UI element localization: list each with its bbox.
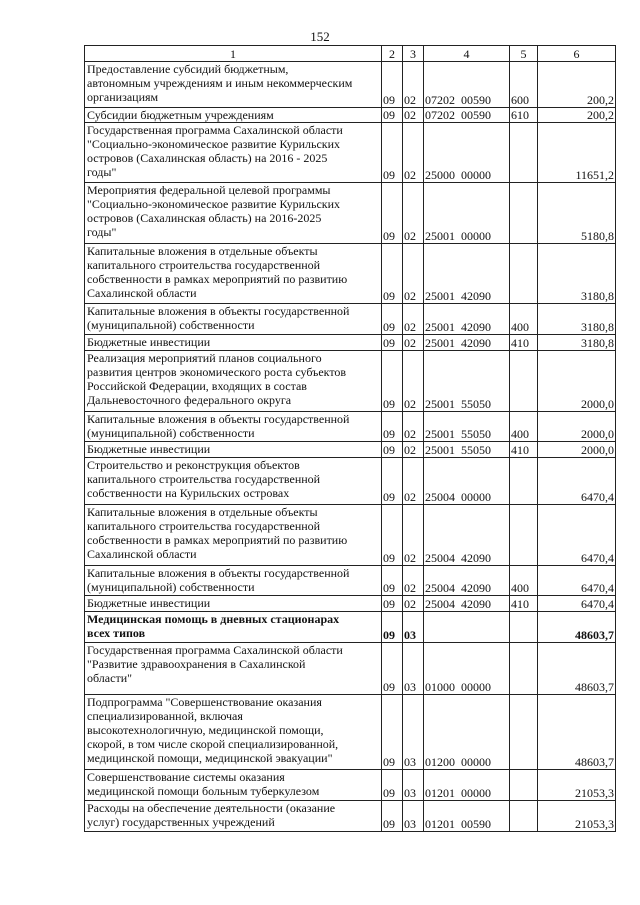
header-col-2: 2 bbox=[382, 46, 403, 62]
table-row bbox=[85, 62, 616, 108]
row-expense-type bbox=[510, 643, 538, 695]
row-name: Субсидии бюджетным учреждениям bbox=[85, 108, 382, 123]
row-name: Капитальные вложения в объекты государственной (муниципальной) собственности bbox=[85, 566, 382, 596]
row-section: 09 bbox=[382, 62, 403, 108]
row-section: 09 bbox=[382, 801, 403, 832]
row-target-code: 07202 00590 bbox=[424, 108, 510, 123]
table-row bbox=[85, 695, 616, 770]
header-col-3: 3 bbox=[403, 46, 424, 62]
row-amount: 21053,3 bbox=[538, 801, 616, 832]
row-amount: 48603,7 bbox=[538, 612, 616, 643]
row-name: Подпрограмма "Совершенствование оказания специализированной, включая высокотехнологичную, медицинской помощи, скорой, в том числе скорой специализированной, медицинской помощи, медицинской эвакуации" bbox=[85, 695, 382, 770]
row-subsection: 02 bbox=[403, 335, 424, 351]
row-amount: 2000,0 bbox=[538, 351, 616, 412]
table-row bbox=[85, 335, 616, 351]
page-number: 152 bbox=[310, 29, 330, 44]
row-section: 09 bbox=[382, 566, 403, 596]
row-expense-type bbox=[510, 183, 538, 244]
table-row bbox=[85, 596, 616, 612]
table-row bbox=[85, 351, 616, 412]
row-subsection: 02 bbox=[403, 62, 424, 108]
row-amount: 11651,2 bbox=[538, 123, 616, 183]
row-amount: 48603,7 bbox=[538, 695, 616, 770]
row-section: 09 bbox=[382, 612, 403, 643]
row-target-code: 25001 55050 bbox=[424, 442, 510, 458]
row-section: 09 bbox=[382, 505, 403, 566]
row-expense-type: 400 bbox=[510, 566, 538, 596]
row-target-code: 25004 42090 bbox=[424, 566, 510, 596]
row-subsection: 03 bbox=[403, 612, 424, 643]
row-name: Капитальные вложения в объекты государственной (муниципальной) собственности bbox=[85, 304, 382, 335]
row-target-code: 07202 00590 bbox=[424, 62, 510, 108]
row-amount: 3180,8 bbox=[538, 244, 616, 304]
row-target-code: 25000 00000 bbox=[424, 123, 510, 183]
row-expense-type bbox=[510, 351, 538, 412]
row-subsection: 02 bbox=[403, 566, 424, 596]
row-amount: 200,2 bbox=[538, 108, 616, 123]
row-target-code: 01201 00590 bbox=[424, 801, 510, 832]
row-section: 09 bbox=[382, 304, 403, 335]
row-expense-type bbox=[510, 458, 538, 505]
row-subsection: 02 bbox=[403, 412, 424, 442]
table-body bbox=[85, 62, 616, 832]
row-section: 09 bbox=[382, 596, 403, 612]
row-name: Совершенствование системы оказания медицинской помощи больным туберкулезом bbox=[85, 770, 382, 801]
row-section: 09 bbox=[382, 770, 403, 801]
row-amount: 5180,8 bbox=[538, 183, 616, 244]
table-row bbox=[85, 458, 616, 505]
table-row bbox=[85, 412, 616, 442]
row-name: Предоставление субсидий бюджетным, автономным учреждениям и иным некоммерческим организациям bbox=[85, 62, 382, 108]
row-target-code: 25001 42090 bbox=[424, 244, 510, 304]
budget-table bbox=[84, 45, 616, 832]
row-section: 09 bbox=[382, 108, 403, 123]
row-section: 09 bbox=[382, 643, 403, 695]
header-col-1: 1 bbox=[85, 46, 382, 62]
row-amount: 3180,8 bbox=[538, 304, 616, 335]
row-expense-type: 400 bbox=[510, 304, 538, 335]
row-subsection: 02 bbox=[403, 183, 424, 244]
row-name: Строительство и реконструкция объектов капитального строительства государственной собственности на Курильских островах bbox=[85, 458, 382, 505]
row-name: Капитальные вложения в отдельные объекты капитального строительства государственной собственности в рамках мероприятий по развитию Сахалинской области bbox=[85, 505, 382, 566]
row-subsection: 03 bbox=[403, 643, 424, 695]
row-target-code: 25001 00000 bbox=[424, 183, 510, 244]
table-row bbox=[85, 244, 616, 304]
row-name: Государственная программа Сахалинской области "Социально-экономическое развитие Курильских островов (Сахалинская область) на 2016 - 2025 годы" bbox=[85, 123, 382, 183]
row-expense-type: 400 bbox=[510, 412, 538, 442]
row-expense-type bbox=[510, 695, 538, 770]
table-header-row bbox=[85, 46, 616, 62]
table-row bbox=[85, 612, 616, 643]
row-section: 09 bbox=[382, 244, 403, 304]
row-subsection: 02 bbox=[403, 458, 424, 505]
row-section: 09 bbox=[382, 183, 403, 244]
row-expense-type bbox=[510, 123, 538, 183]
table-row bbox=[85, 643, 616, 695]
header-col-6: 6 bbox=[538, 46, 616, 62]
row-subsection: 02 bbox=[403, 123, 424, 183]
row-target-code: 25004 00000 bbox=[424, 458, 510, 505]
row-expense-type: 410 bbox=[510, 335, 538, 351]
row-section: 09 bbox=[382, 335, 403, 351]
table-row bbox=[85, 108, 616, 123]
row-subsection: 02 bbox=[403, 505, 424, 566]
header-col-4: 4 bbox=[424, 46, 510, 62]
row-amount: 2000,0 bbox=[538, 412, 616, 442]
row-target-code bbox=[424, 612, 510, 643]
row-name: Мероприятия федеральной целевой программы "Социально-экономическое развитие Курильских островов (Сахалинская область) на 2016-2025 годы" bbox=[85, 183, 382, 244]
row-target-code: 25001 55050 bbox=[424, 412, 510, 442]
table-row bbox=[85, 801, 616, 832]
table-row bbox=[85, 183, 616, 244]
row-subsection: 03 bbox=[403, 801, 424, 832]
row-subsection: 03 bbox=[403, 695, 424, 770]
row-amount: 6470,4 bbox=[538, 458, 616, 505]
header-col-5: 5 bbox=[510, 46, 538, 62]
table-row bbox=[85, 442, 616, 458]
row-name: Государственная программа Сахалинской области "Развитие здравоохранения в Сахалинской области" bbox=[85, 643, 382, 695]
table-row bbox=[85, 770, 616, 801]
row-amount: 200,2 bbox=[538, 62, 616, 108]
row-target-code: 01201 00000 bbox=[424, 770, 510, 801]
row-amount: 21053,3 bbox=[538, 770, 616, 801]
row-name: Капитальные вложения в объекты государственной (муниципальной) собственности bbox=[85, 412, 382, 442]
row-amount: 48603,7 bbox=[538, 643, 616, 695]
row-expense-type bbox=[510, 801, 538, 832]
row-expense-type bbox=[510, 770, 538, 801]
table-row bbox=[85, 505, 616, 566]
row-amount: 3180,8 bbox=[538, 335, 616, 351]
row-target-code: 25001 55050 bbox=[424, 351, 510, 412]
row-expense-type: 600 bbox=[510, 62, 538, 108]
table-row bbox=[85, 304, 616, 335]
row-section: 09 bbox=[382, 351, 403, 412]
row-name: Медицинская помощь в дневных стационарах всех типов bbox=[85, 612, 382, 643]
row-target-code: 25004 42090 bbox=[424, 596, 510, 612]
row-subsection: 02 bbox=[403, 108, 424, 123]
row-expense-type: 410 bbox=[510, 596, 538, 612]
row-subsection: 02 bbox=[403, 244, 424, 304]
row-subsection: 02 bbox=[403, 442, 424, 458]
row-name: Бюджетные инвестиции bbox=[85, 596, 382, 612]
row-amount: 2000,0 bbox=[538, 442, 616, 458]
row-subsection: 03 bbox=[403, 770, 424, 801]
row-amount: 6470,4 bbox=[538, 566, 616, 596]
row-name: Бюджетные инвестиции bbox=[85, 442, 382, 458]
row-target-code: 01200 00000 bbox=[424, 695, 510, 770]
row-name: Расходы на обеспечение деятельности (оказание услуг) государственных учреждений bbox=[85, 801, 382, 832]
row-subsection: 02 bbox=[403, 596, 424, 612]
row-section: 09 bbox=[382, 458, 403, 505]
row-target-code: 01000 00000 bbox=[424, 643, 510, 695]
row-amount: 6470,4 bbox=[538, 596, 616, 612]
row-subsection: 02 bbox=[403, 351, 424, 412]
row-expense-type: 410 bbox=[510, 442, 538, 458]
row-target-code: 25001 42090 bbox=[424, 304, 510, 335]
row-expense-type bbox=[510, 612, 538, 643]
table-row bbox=[85, 123, 616, 183]
row-amount: 6470,4 bbox=[538, 505, 616, 566]
row-expense-type bbox=[510, 505, 538, 566]
row-expense-type: 610 bbox=[510, 108, 538, 123]
row-subsection: 02 bbox=[403, 304, 424, 335]
row-section: 09 bbox=[382, 695, 403, 770]
row-name: Бюджетные инвестиции bbox=[85, 335, 382, 351]
table-row bbox=[85, 566, 616, 596]
row-section: 09 bbox=[382, 123, 403, 183]
row-section: 09 bbox=[382, 412, 403, 442]
row-target-code: 25004 42090 bbox=[424, 505, 510, 566]
row-name: Реализация мероприятий планов социального развития центров экономического роста субъектов Российской Федерации, входящих в состав Дальневосточного федерального округа bbox=[85, 351, 382, 412]
row-section: 09 bbox=[382, 442, 403, 458]
row-expense-type bbox=[510, 244, 538, 304]
row-name: Капитальные вложения в отдельные объекты капитального строительства государственной собственности в рамках мероприятий по развитию Сахалинской области bbox=[85, 244, 382, 304]
row-target-code: 25001 42090 bbox=[424, 335, 510, 351]
